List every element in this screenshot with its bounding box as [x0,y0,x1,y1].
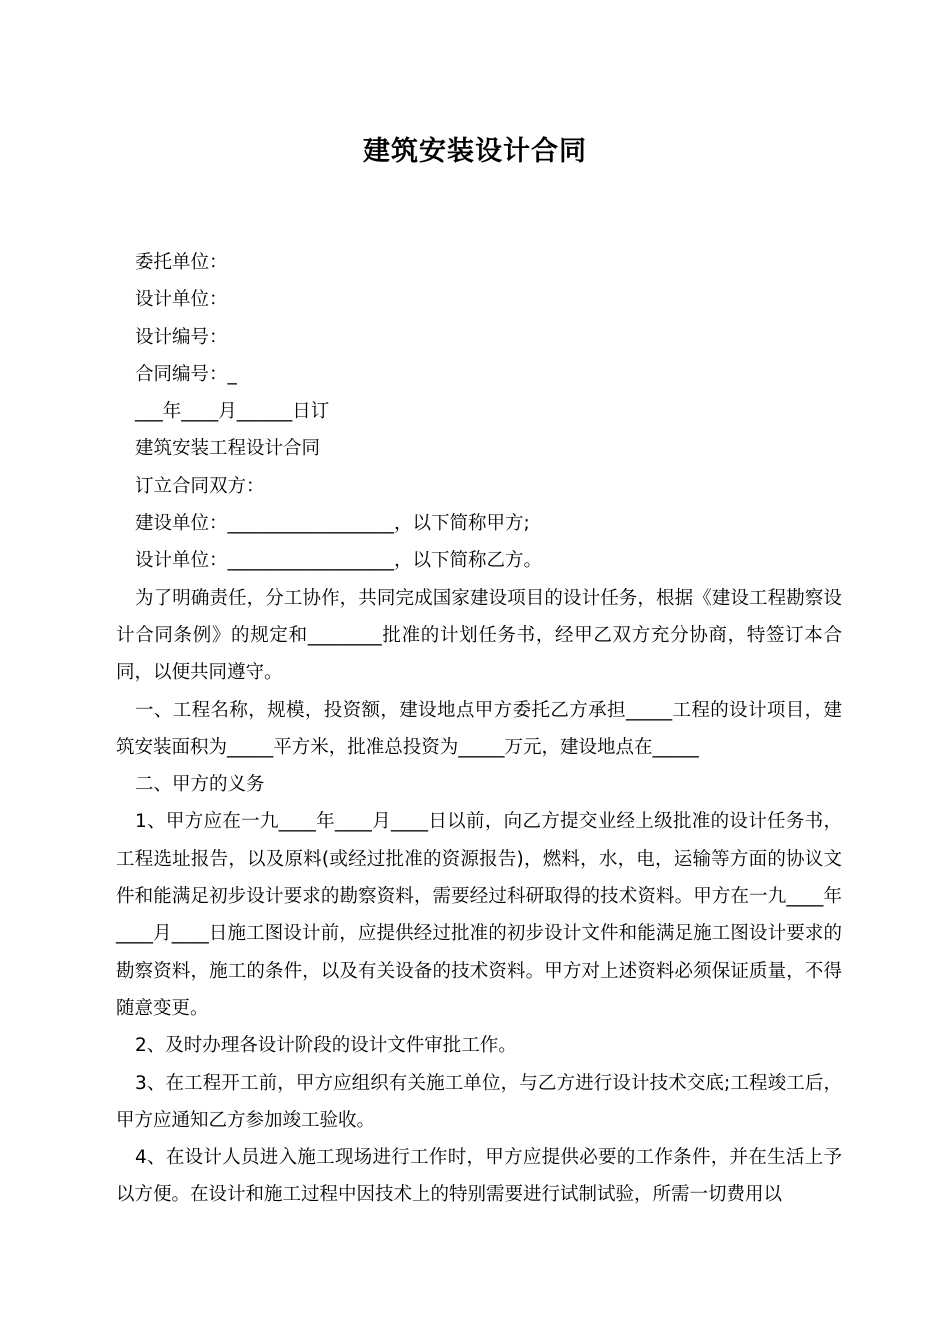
paragraph-clause-2-2: 2、及时办理各设计阶段的设计文件审批工作。 [135,1035,517,1057]
paragraph-party-b: 设计单位：__________________，以下简称乙方。 [135,550,543,572]
document-body [116,244,842,1214]
document-title: 建筑安装设计合同 [363,136,587,167]
paragraph-preamble: 为了明确责任，分工协作，共同完成国家建设项目的设计任务，根据《建设工程勘察设计合同条例》的规定和________批准的计划任务书，经甲乙双方充分协商，特签订本合同，以便共同遵守。 [116,587,842,684]
paragraph-design-number: 设计编号： [135,326,228,348]
paragraph-section-1: 一、工程名称，规模，投资额，建设地点甲方委托乙方承担_____工程的设计项目，建筑安装面积为_____平方米，批准总投资为_____万元，建设地点在_____ [116,699,842,758]
paragraph-client-unit: 委托单位： [135,252,228,273]
paragraph-clause-2-4: 4、在设计人员进入施工现场进行工作时，甲方应提供必要的工作条件，并在生活上予以方便。在设计和施工过程中因技术上的特别需要进行试制试验，所需一切费用以 [116,1147,842,1206]
paragraph-contract-number: 合同编号：_ [135,363,237,385]
paragraph-signing-date: ___年____月______日订 [135,401,330,423]
paragraph-design-unit: 设计单位： [135,289,228,311]
paragraph-contract-name: 建筑安装工程设计合同 [135,438,321,460]
paragraph-party-a: 建设单位：__________________，以下简称甲方; [135,513,530,535]
paragraph-parties-heading: 订立合同双方： [135,475,265,497]
paragraph-section-2-heading: 二、甲方的义务 [135,774,265,796]
paragraph-clause-2-3: 3、在工程开工前，甲方应组织有关施工单位，与乙方进行设计技术交底;工程竣工后，甲方应通知乙方参加竣工验收。 [116,1072,842,1131]
paragraph-clause-2-1: 1、甲方应在一九____年____月____日以前，向乙方提交业经上级批准的设计任务书，工程选址报告，以及原料(或经过批准的资源报告)，燃料，水，电，运输等方面的协议文件和能满足初步设计要求的勘察资料，需要经过科研取得的技术资料。甲方在一九____年____月____日施工图设计前，应提供经过批准的初步设计文件和能满足施工图设计要求的勘察资料，施工的条件，以及有关设备的技术资料。甲方对上述资料必须保证质量，不得随意变更。 [116,811,842,1019]
